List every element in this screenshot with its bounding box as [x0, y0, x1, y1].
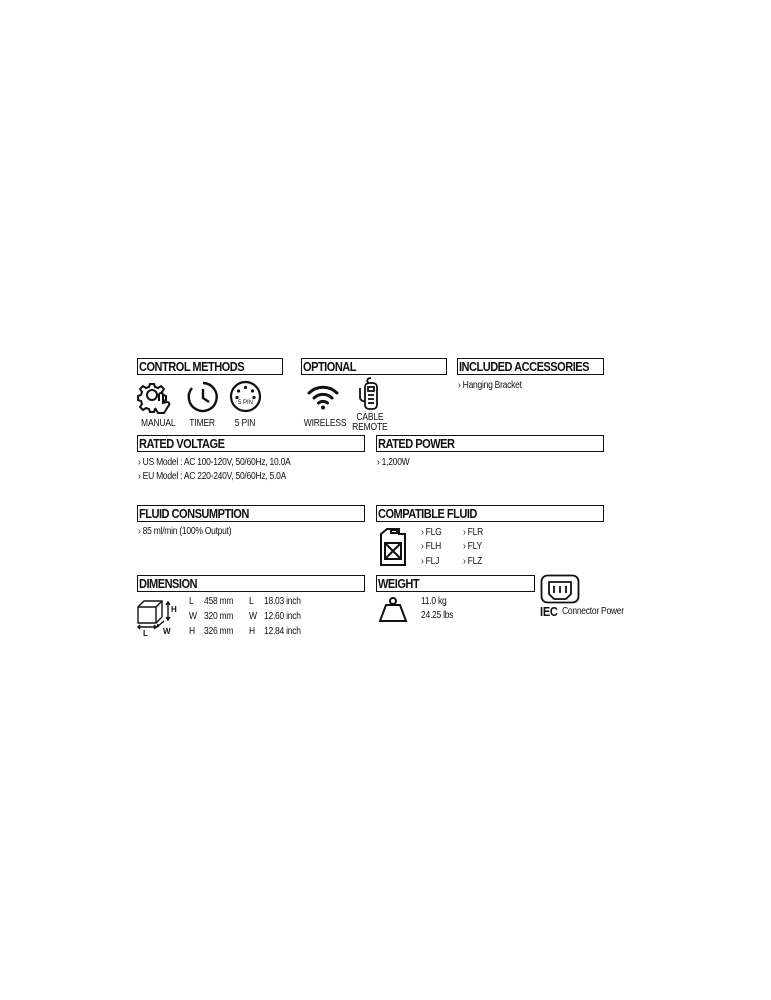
dimension-key: H — [189, 626, 195, 637]
5-pin-label: 5 PIN — [234, 418, 256, 429]
dimension-icon-w: W — [163, 627, 171, 636]
compatible-fluid-header: COMPATIBLE FLUID — [376, 505, 604, 522]
dimension-icon-h: H — [171, 605, 177, 614]
iec-label: IEC — [540, 604, 558, 619]
weight-lbs: 24.25 lbs — [421, 610, 454, 621]
optional-header: OPTIONAL — [301, 358, 447, 375]
fluid-item: › FLZ — [463, 556, 483, 567]
iec-connector-power-text: Connector Power — [562, 606, 624, 617]
manual-gear-hand-icon — [137, 379, 175, 417]
5-pin-icon-text: 5 PIN — [237, 400, 254, 406]
fluid-jerrycan-icon — [377, 526, 409, 568]
fluid-consumption-header: FLUID CONSUMPTION — [137, 505, 365, 522]
fluid-item: › FLR — [463, 527, 483, 538]
timer-clock-icon — [186, 380, 220, 414]
fluid-item: › FLJ — [421, 556, 440, 567]
dimension-value-mm: 458 mm — [204, 596, 234, 607]
dimension-value-mm: 326 mm — [204, 626, 234, 637]
control-methods-header: CONTROL METHODS — [137, 358, 283, 375]
rated-voltage-header: RATED VOLTAGE — [137, 435, 365, 452]
rated-power-header: RATED POWER — [376, 435, 604, 452]
dimension-value-mm: 320 mm — [204, 611, 234, 622]
fluid-consumption-value: › 85 ml/min (100% Output) — [138, 526, 232, 537]
cable-remote-icon — [357, 376, 383, 412]
dimension-value-inch: 12.84 inch — [264, 626, 301, 637]
fluid-item: › FLH — [421, 541, 441, 552]
dimension-key: L — [189, 596, 194, 607]
weight-header: WEIGHT — [376, 575, 535, 592]
eu-model-voltage: › EU Model : AC 220-240V, 50/60Hz, 5.0A — [138, 471, 287, 482]
wireless-label: WIRELESS — [303, 418, 347, 429]
rated-power-value: › 1,200W — [377, 457, 410, 468]
weight-kg: 11.0 kg — [421, 596, 447, 607]
weight-icon — [377, 596, 409, 624]
timer-label: TIMER — [189, 418, 215, 429]
manual-label: MANUAL — [140, 418, 176, 429]
dimension-icon-l: L — [143, 629, 148, 637]
dimension-key: H — [249, 626, 255, 637]
wireless-icon — [306, 383, 340, 411]
iec-connector-icon — [540, 574, 580, 604]
accessory-item: › Hanging Bracket — [458, 380, 522, 391]
dimension-header: DIMENSION — [137, 575, 365, 592]
us-model-voltage: › US Model : AC 100-120V, 50/60Hz, 10.0A — [138, 457, 291, 468]
dimension-value-inch: 12.60 inch — [264, 611, 301, 622]
dimension-key: W — [249, 611, 257, 622]
dimension-key: W — [189, 611, 197, 622]
dimension-key: L — [249, 596, 254, 607]
5-pin-connector-icon — [229, 380, 262, 413]
cable-remote-label: CABLE REMOTE — [352, 412, 388, 433]
fluid-item: › FLY — [463, 541, 482, 552]
included-accessories-header: INCLUDED ACCESSORIES — [457, 358, 604, 375]
fluid-item: › FLG — [421, 527, 442, 538]
dimension-value-inch: 18.03 inch — [264, 596, 301, 607]
dimension-box-icon — [136, 597, 180, 637]
